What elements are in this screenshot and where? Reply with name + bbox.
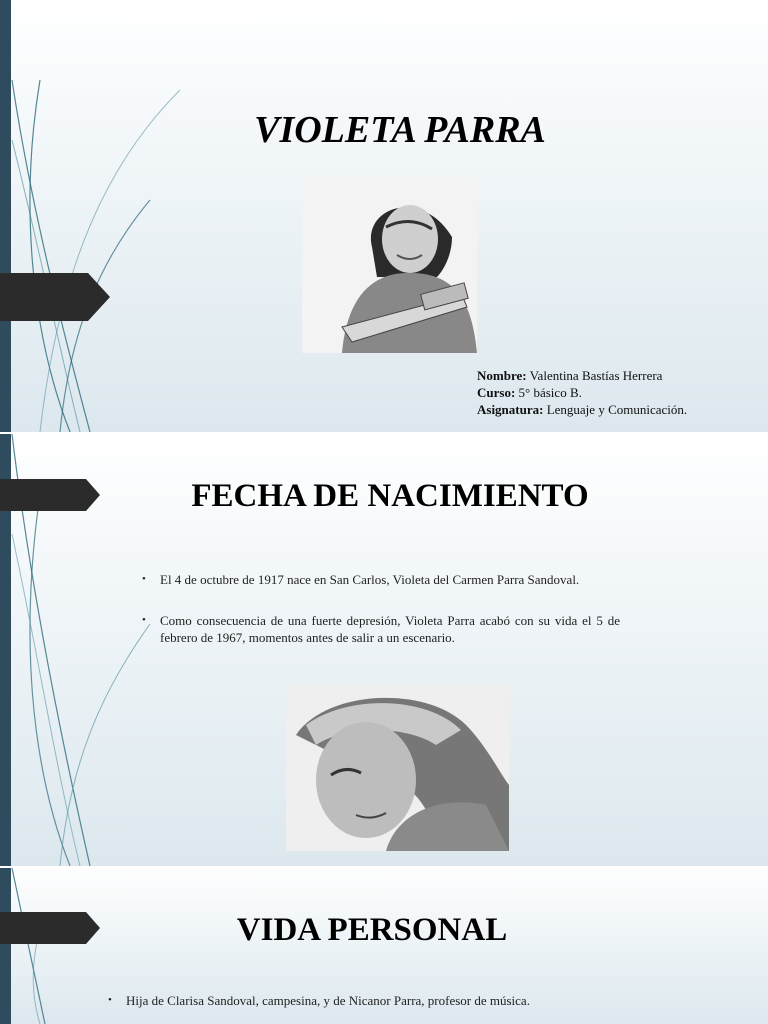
portrait-with-headscarf-photo <box>286 685 509 851</box>
slide-birth-date <box>0 434 768 866</box>
list-item: • El 4 de octubre de 1917 nace en San Carlos, Violeta del Carmen Parra Sandoval. <box>142 571 620 588</box>
arrow-marker-icon <box>0 273 110 321</box>
personal-bullets <box>108 992 668 1009</box>
list-item: • Hija de Clarisa Sandoval, campesina, y de Nicanor Parra, profesor de música. <box>108 992 668 1009</box>
slide-title-heading: VIOLETA PARRA <box>254 109 546 151</box>
decorative-curves <box>0 0 200 432</box>
slide-personal-life <box>0 868 768 1024</box>
info-nombre: Nombre: Valentina Bastías Herrera <box>477 368 663 383</box>
info-curso: Curso: 5° básico B. <box>477 385 582 400</box>
personal-life-heading: VIDA PERSONAL <box>236 912 508 948</box>
birth-date-heading: FECHA DE NACIMIENTO <box>191 478 589 514</box>
slide-title <box>0 0 768 432</box>
info-asignatura: Asignatura: Lenguaje y Comunicación. <box>477 402 688 417</box>
student-info <box>477 367 687 418</box>
birth-bullets <box>142 571 620 670</box>
list-item: • Como consecuencia de una fuerte depresión, Violeta Parra acabó con su vida el 5 de febrero de 1967, momentos antes de salir a un escenario. <box>142 612 620 646</box>
portrait-with-guitar-photo <box>302 177 477 353</box>
